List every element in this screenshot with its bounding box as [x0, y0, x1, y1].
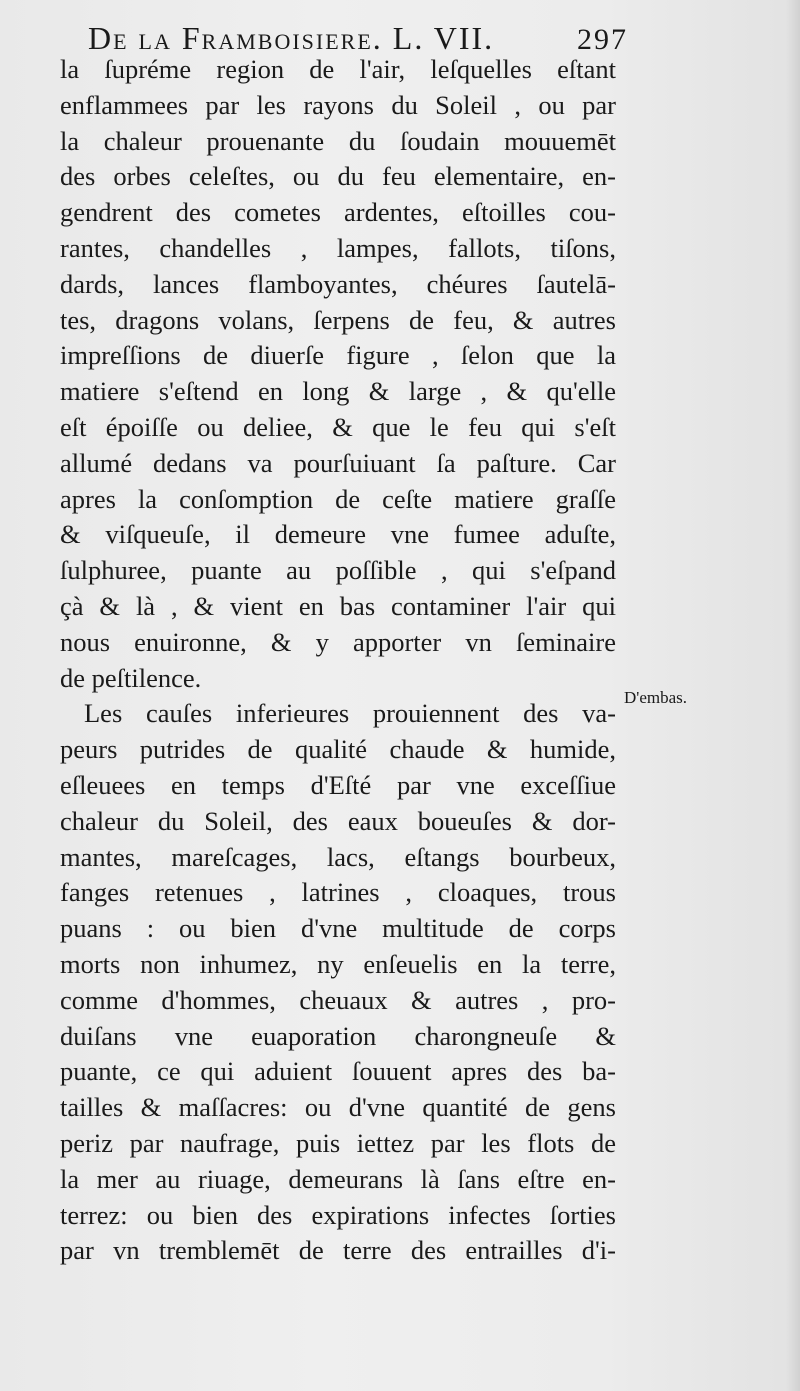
text-line: apres la conſomption de ceſte matiere graſſe	[60, 483, 616, 514]
text-line: çà & là , & vient en bas contaminer l'air qui	[60, 590, 616, 621]
text-line: des orbes celeſtes, ou du feu elementaire, en-	[60, 161, 616, 192]
text-line: la mer au riuage, demeurans là ſans eſtre en-	[60, 1163, 616, 1194]
text-line: eſleuees en temps d'Eſté par vne exceſſiue	[60, 769, 616, 800]
text-line: terrez: ou bien des expirations infectes ſorties	[60, 1199, 616, 1230]
text-line: tailles & maſſacres: ou d'vne quantité de gens	[60, 1092, 616, 1123]
text-line: puans : ou bien d'vne multitude de corps	[60, 913, 616, 944]
text-line: de peſtilence.	[60, 662, 202, 693]
text-line: Les cauſes inferieures prouiennent des va-	[84, 698, 616, 729]
text-line: matiere s'eſtend en long & large , & qu'elle	[60, 376, 616, 407]
text-line: eſt époiſſe ou deliee, & que le feu qui s'eſt	[60, 411, 616, 442]
text-line: ſulphuree, puante au poſſible , qui s'eſpand	[60, 555, 616, 586]
text-line: rantes, chandelles , lampes, fallots, tiſons,	[60, 232, 616, 263]
text-line: chaleur du Soleil, des eaux boueuſes & dor-	[60, 805, 616, 836]
text-line: & viſqueuſe, il demeure vne fumee aduſte,	[60, 519, 616, 550]
text-line: par vn tremblemēt de terre des entrailles d'i-	[60, 1235, 616, 1266]
body-text	[60, 52, 616, 1269]
page-number: 297	[577, 23, 628, 56]
running-title: De la Framboisiere. L. VII.	[88, 20, 495, 56]
text-line: tes, dragons volans, ſerpens de feu, & autres	[60, 304, 616, 335]
text-line: comme d'hommes, cheuaux & autres , pro-	[60, 984, 616, 1015]
text-line: peurs putrides de qualité chaude & humide,	[60, 734, 616, 765]
text-line: periz par naufrage, puis iettez par les flots de	[60, 1127, 616, 1158]
text-line: impreſſions de diuerſe figure , ſelon que la	[60, 340, 616, 371]
text-line: fanges retenues , latrines , cloaques, trous	[60, 877, 616, 908]
text-line: la chaleur prouenante du ſoudain mouuemēt	[60, 125, 616, 156]
text-line: enflammees par les rayons du Soleil , ou par	[60, 89, 616, 120]
text-line: morts non inhumez, ny enſeuelis en la terre,	[60, 948, 616, 979]
text-line: mantes, mareſcages, lacs, eſtangs bourbeux,	[60, 841, 616, 872]
text-line: la ſupréme region de l'air, leſquelles eſtant	[60, 54, 616, 84]
text-line: gendrent des cometes ardentes, eſtoilles cou-	[60, 197, 616, 228]
text-line: dards, lances flamboyantes, chéures ſautelā-	[60, 268, 616, 299]
text-line: allumé dedans va pourſuiuant ſa paſture. Car	[60, 447, 616, 478]
margin-note: D'embas.	[624, 688, 688, 707]
text-line: duiſans vne euaporation charongneuſe &	[60, 1020, 616, 1051]
text-line: nous enuironne, & y apporter vn ſeminaire	[60, 626, 616, 657]
text-line: puante, ce qui aduient ſouuent apres des ba-	[60, 1056, 616, 1087]
